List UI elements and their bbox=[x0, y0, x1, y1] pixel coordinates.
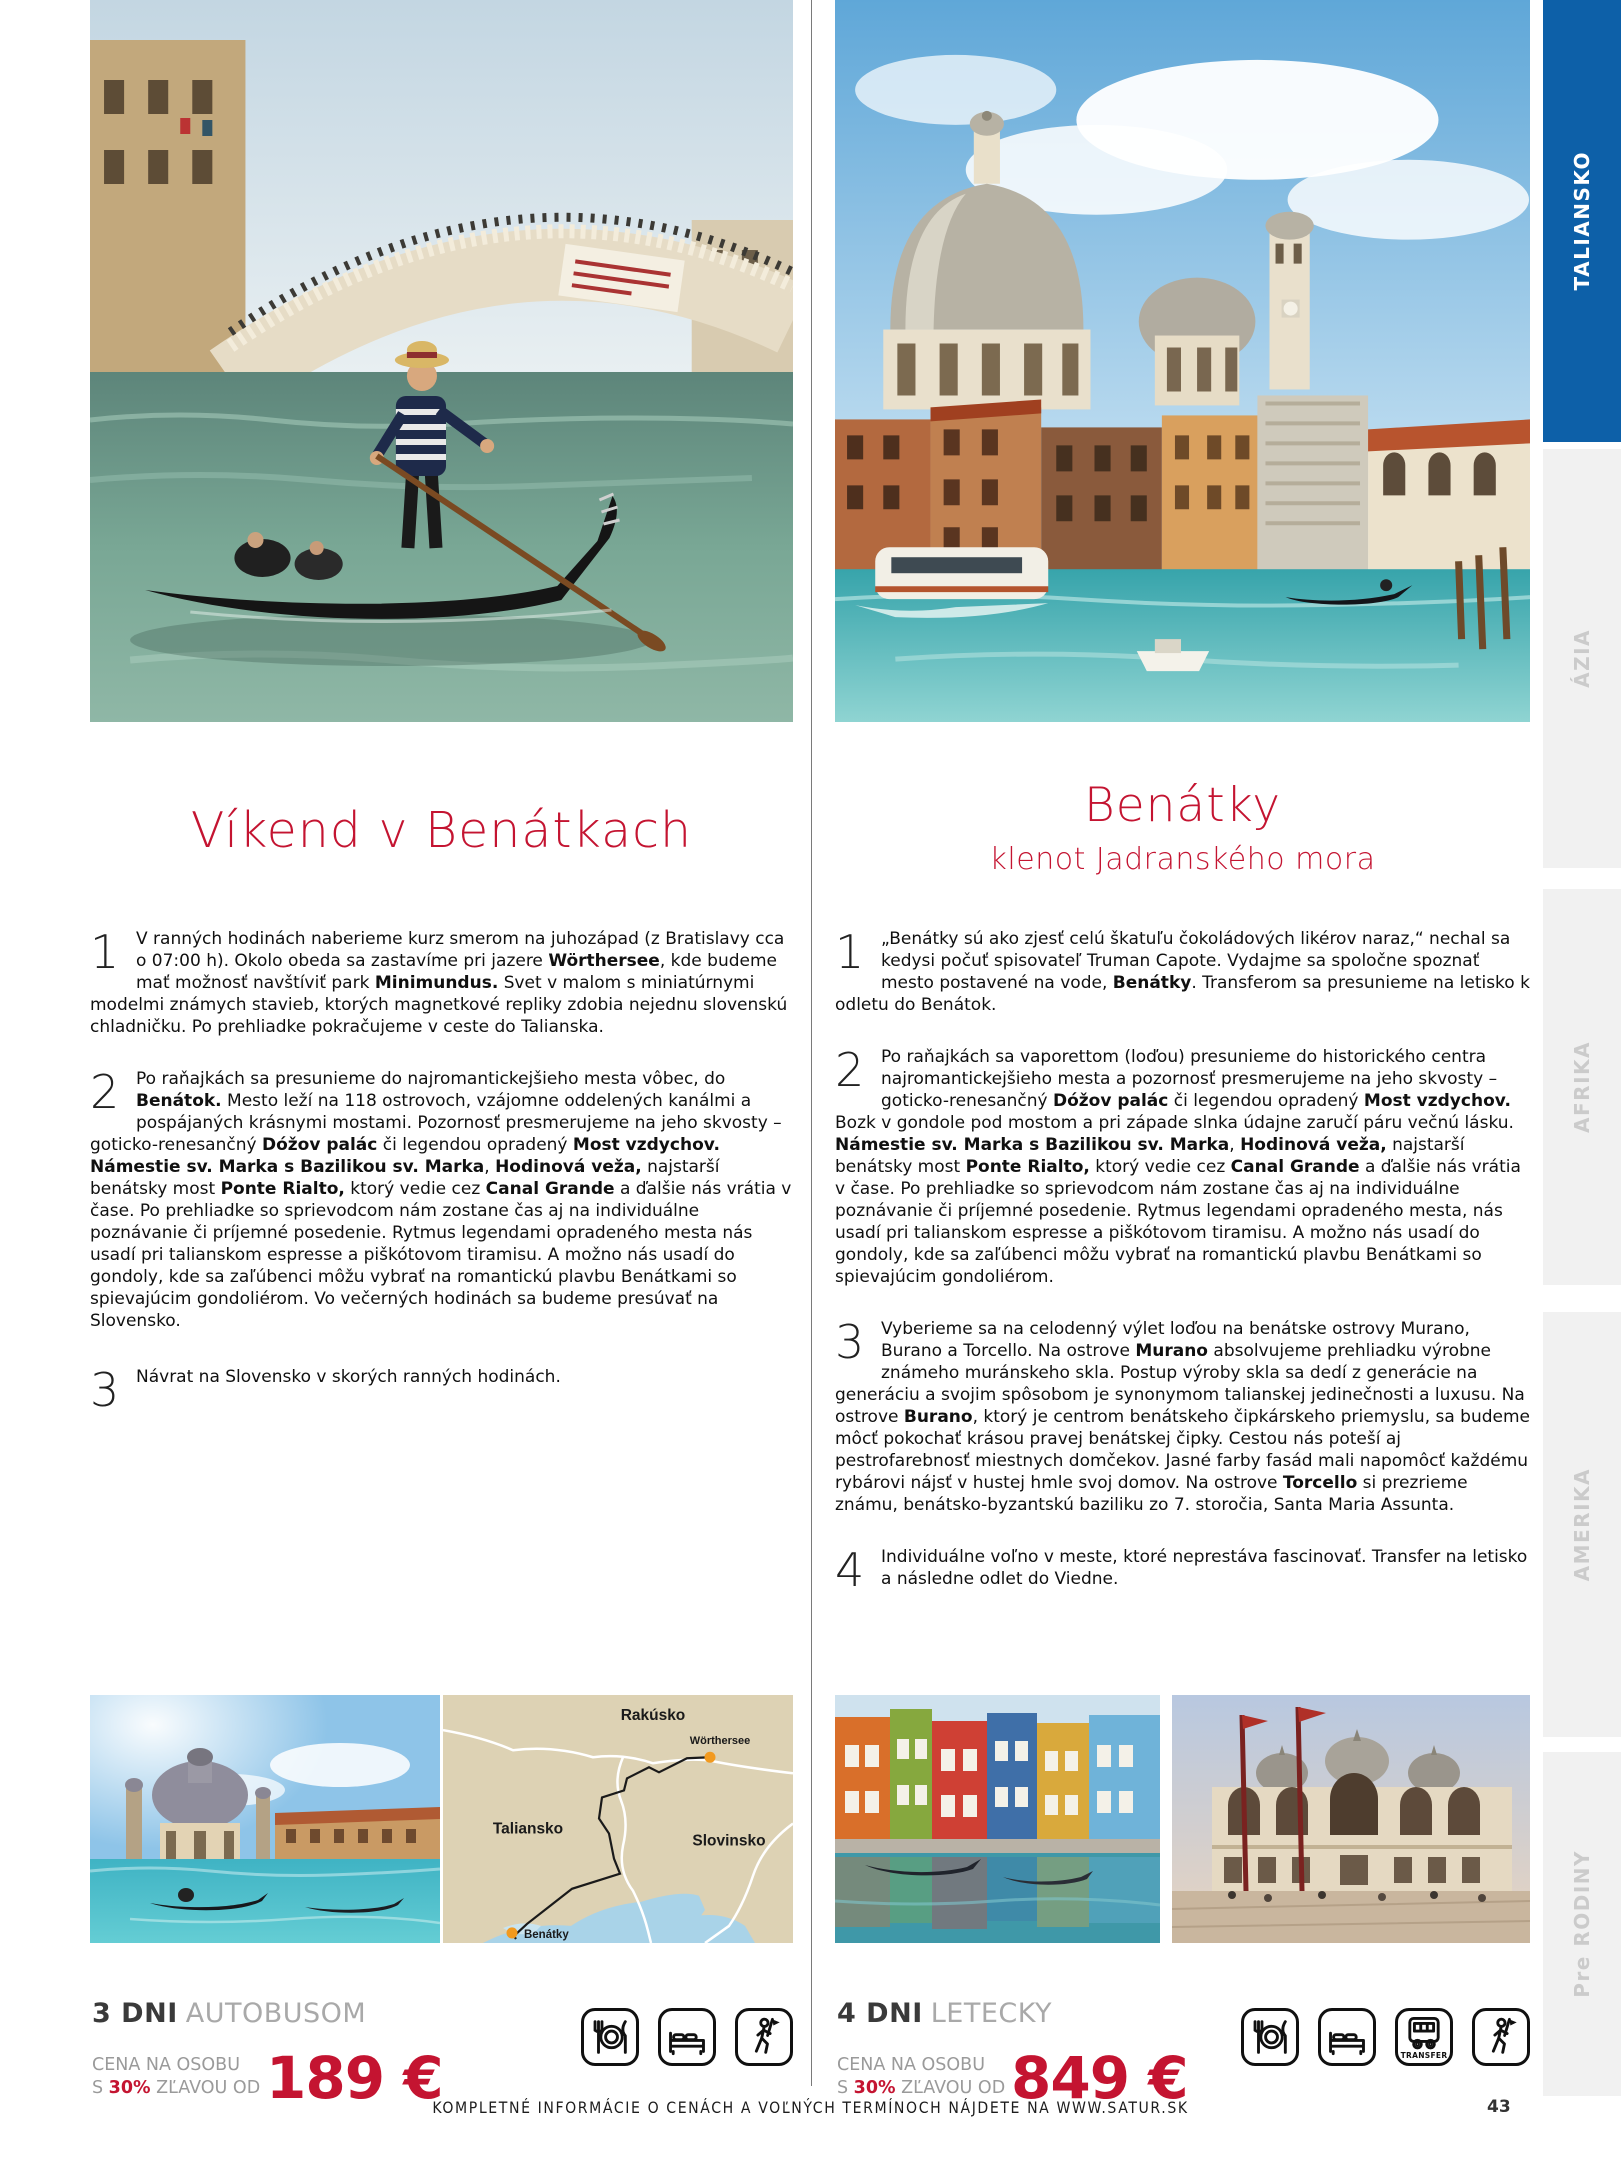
burano-illustration bbox=[835, 1695, 1160, 1943]
transport-label: AUTOBUSOM bbox=[185, 1998, 367, 2029]
day-number: 2 bbox=[90, 1065, 120, 1119]
sidebar-tab-afrika[interactable] bbox=[1543, 889, 1621, 1285]
burano-houses-photo bbox=[835, 1695, 1160, 1943]
sidebar-tab-amerika[interactable] bbox=[1543, 1312, 1621, 1737]
sidebar-tab-label: TALIANSKO bbox=[1570, 151, 1594, 291]
accommodation-icon bbox=[658, 2008, 716, 2066]
gondola-rialto-photo bbox=[90, 0, 793, 722]
day-text: V ranných hodinách naberieme kurz smerom na juhozápad (z Bratislavy cca o 07:00 h). Okolo obeda sa zastavíme pri jazere Wörthersee, kde budeme mať možnosť navštíviť park Minimundus. Svet v malom s miniatúrnymi modelmi známych stavieb, ktorých magnetkové repliky zdobia nejednu slovenskú chladničku. Po prehliadke pokračujeme v ceste do Talianska. bbox=[90, 929, 788, 1037]
price-note-line2-post: ZĽAVOU OD bbox=[150, 2078, 261, 2098]
sidebar-tab-label: AMERIKA bbox=[1570, 1467, 1594, 1582]
meals-icon bbox=[581, 2008, 639, 2066]
gondola-rialto-illustration bbox=[90, 0, 793, 722]
right-price-note bbox=[837, 2054, 1005, 2100]
map-label-worthersee: Wörthersee bbox=[689, 1735, 751, 1748]
walking-icon bbox=[1472, 2008, 1530, 2066]
itinerary-day bbox=[835, 928, 1530, 1016]
left-tour-column bbox=[90, 0, 793, 2160]
sidebar-tab-taliansko[interactable] bbox=[1543, 0, 1621, 442]
day-text: Po raňajkách sa presunieme do najromantickejšieho mesta vôbec, do Benátok. Mesto leží na 118 ostrovoch, vzájomne oddelených kanálmi a pospájaných krásnymi mostami. Pozornosť presmerujeme na jeho skvosty – goticko-renesančný Dóžov palác či legendou opradený Most vzdychov. Námestie sv. Marka s Bazilikou sv. Marka, Hodinová veža, najstarší benátsky most Ponte Rialto, ktorý vedie cez Canal Grande a ďalšie nás vrátia v čase. Po prehliadke so sprievodcom nám zostane čas aj na individuálne poznávanie či príjemné posedenie. Rytmus legendami opradeného mesta nás usadí pri talianskom espresse a piškótovom tiramisu. A možno nás usadí do gondoly, kde sa zaľúbenci môžu vybrať na romantickú plavbu Benátkami so spievajúcim gondoliérom. Vo večerných hodinách sa budeme presúvať na Slovensko. bbox=[90, 1069, 792, 1331]
day-number: 2 bbox=[835, 1043, 865, 1097]
salute-church-illustration bbox=[90, 1695, 440, 1943]
itinerary-day bbox=[835, 1543, 1530, 1597]
section-sidebar bbox=[1543, 0, 1621, 2160]
map-label-rakusko: Rakúsko bbox=[620, 1707, 686, 1725]
price-note-line2-pre: S bbox=[837, 2078, 854, 2098]
itinerary-day bbox=[90, 1363, 793, 1417]
map-label-slovinsko: Slovinsko bbox=[692, 1832, 766, 1850]
day-number: 1 bbox=[90, 928, 120, 979]
meals-icon bbox=[1241, 2008, 1299, 2066]
right-tour-title: Benátky bbox=[1083, 778, 1282, 833]
day-number: 1 bbox=[835, 928, 865, 979]
route-map bbox=[443, 1695, 793, 1943]
right-tour-column bbox=[835, 0, 1530, 2160]
venice-canal-photo bbox=[835, 0, 1530, 722]
left-thumbs-row bbox=[90, 1695, 793, 1943]
transport-label: LETECKY bbox=[930, 1998, 1052, 2029]
transfer-icon bbox=[1395, 2008, 1453, 2066]
map-label-benatky: Benátky bbox=[524, 1928, 569, 1941]
day-text: Po raňajkách sa vaporettom (loďou) presunieme do historického centra najromantickejšieho mesta a pozornosť presmerujeme na jeho skvosty – goticko-renesančný Dóžov palác či legendou opradený Most vzdychov. Bozk v gondole pod mostom a pri západe slnka údajne zaručí páru večnú lásku. Námestie sv. Marka s Bazilikou sv. Marka, Hodinová veža, najstarší benátsky most Ponte Rialto, ktorý vedie cez Canal Grande a ďalšie nás vrátia v čase. Po prehliadke so sprievodcom nám zostane čas aj na individuálne poznávanie či príjemné posedenie. Rytmus legendami opradeného mesta, nás usadí pri talianskom espresse a piškótovom tiramisu. A možno nás usadí do gondoly, kde sa zaľúbenci môžu vybrať na romantickú plavbu Benátkami so spievajúcim gondoliérom. bbox=[835, 1047, 1521, 1287]
left-tour-title: Víkend v Benátkach bbox=[190, 802, 693, 859]
right-service-icons bbox=[1241, 2008, 1530, 2066]
duration-label: 4 DNI bbox=[837, 1998, 923, 2029]
accommodation-icon bbox=[1318, 2008, 1376, 2066]
right-itinerary bbox=[835, 928, 1530, 1693]
right-price-value: 849 € bbox=[1011, 2044, 1188, 2112]
map-label-taliansko: Taliansko bbox=[492, 1820, 564, 1838]
itinerary-day bbox=[835, 1043, 1530, 1288]
day-number: 3 bbox=[90, 1363, 120, 1417]
left-service-icons bbox=[581, 2008, 793, 2066]
price-note-line2-pre: S bbox=[92, 2078, 109, 2098]
right-thumbs-row bbox=[835, 1695, 1530, 1943]
day-text: „Benátky sú ako zjesť celú škatuľu čokoládových likérov naraz,“ nechal sa kedysi počuť spisovateľ Truman Capote. Vydajme sa spoločne spoznať mesto postavené na vode, Benátky. Transferom sa presunieme na letisko k odletu do Benátok. bbox=[835, 929, 1530, 1015]
right-duration-row bbox=[837, 1998, 1052, 2029]
price-note-line1: CENA NA OSOBU bbox=[837, 2055, 985, 2075]
discount-badge: 30% bbox=[853, 2078, 896, 2098]
duration-label: 3 DNI bbox=[92, 1998, 178, 2029]
itinerary-day bbox=[90, 928, 793, 1038]
day-number: 3 bbox=[835, 1315, 865, 1369]
sidebar-tab-pre-rodiny[interactable] bbox=[1543, 1752, 1621, 2096]
itinerary-day bbox=[835, 1315, 1530, 1516]
sidebar-tab-azia[interactable] bbox=[1543, 449, 1621, 868]
column-divider bbox=[811, 0, 812, 2086]
sidebar-tab-label: ÁZIA bbox=[1570, 629, 1594, 688]
left-price-value: 189 € bbox=[266, 2044, 443, 2112]
route-map-svg bbox=[443, 1695, 793, 1943]
left-price-note bbox=[92, 2054, 260, 2100]
right-tour-subtitle: klenot Jadranského mora bbox=[989, 842, 1376, 877]
sidebar-tab-label: Pre RODINY bbox=[1570, 1850, 1594, 1998]
sidebar-tab-label: AFRIKA bbox=[1570, 1041, 1594, 1133]
discount-badge: 30% bbox=[108, 2078, 151, 2098]
itinerary-day bbox=[90, 1065, 793, 1332]
left-duration-row bbox=[92, 1998, 366, 2029]
price-note-line1: CENA NA OSOBU bbox=[92, 2055, 240, 2075]
salute-church-photo bbox=[90, 1695, 440, 1943]
day-number: 4 bbox=[835, 1543, 865, 1597]
price-note-line2-post: ZĽAVOU OD bbox=[895, 2078, 1006, 2098]
transfer-label: TRANSFER bbox=[1400, 2051, 1448, 2060]
page-number: 43 bbox=[1487, 2097, 1511, 2117]
day-text: Návrat na Slovensko v skorých ranných hodinách. bbox=[136, 1367, 561, 1387]
walking-icon bbox=[735, 2008, 793, 2066]
footer-note: KOMPLETNÉ INFORMÁCIE O CENÁCH A VOĽNÝCH TERMÍNOCH NÁJDETE NA WWW.SATUR.SK bbox=[432, 2098, 1189, 2117]
san-marco-illustration bbox=[1172, 1695, 1530, 1943]
left-itinerary bbox=[90, 928, 793, 1693]
venice-canal-illustration bbox=[835, 0, 1530, 722]
san-marco-photo bbox=[1172, 1695, 1530, 1943]
day-text: Individuálne voľno v meste, ktoré neprestáva fascinovať. Transfer na letisko a následne odlet do Viedne. bbox=[881, 1547, 1528, 1589]
day-text: Vyberieme sa na celodenný výlet loďou na benátske ostrovy Murano, Burano a Torcello. Na ostrove Murano absolvujeme prehliadku výrobne známeho muránskeho skla. Postup výroby skla sa dedí z generácie na generáciu a svojim spôsobom je synonymom talianskej jedinečnosti a luxusu. Na ostrove Burano, ktorý je centrom benátskeho čipkárskeho priemyslu, sa budeme môcť pokochať krásou pravej benátskej čipky. Cestou nás poteší aj pestrofarebnosť miestnych domčekov. Jasné farby fasád mali napomôcť každému rybárovi nájsť v hustej hmle svoj domov. Na ostrove Torcello si prezrieme známu, benátsko-byzantskú baziliku zo 7. storočia, Santa Maria Assunta. bbox=[835, 1319, 1530, 1515]
